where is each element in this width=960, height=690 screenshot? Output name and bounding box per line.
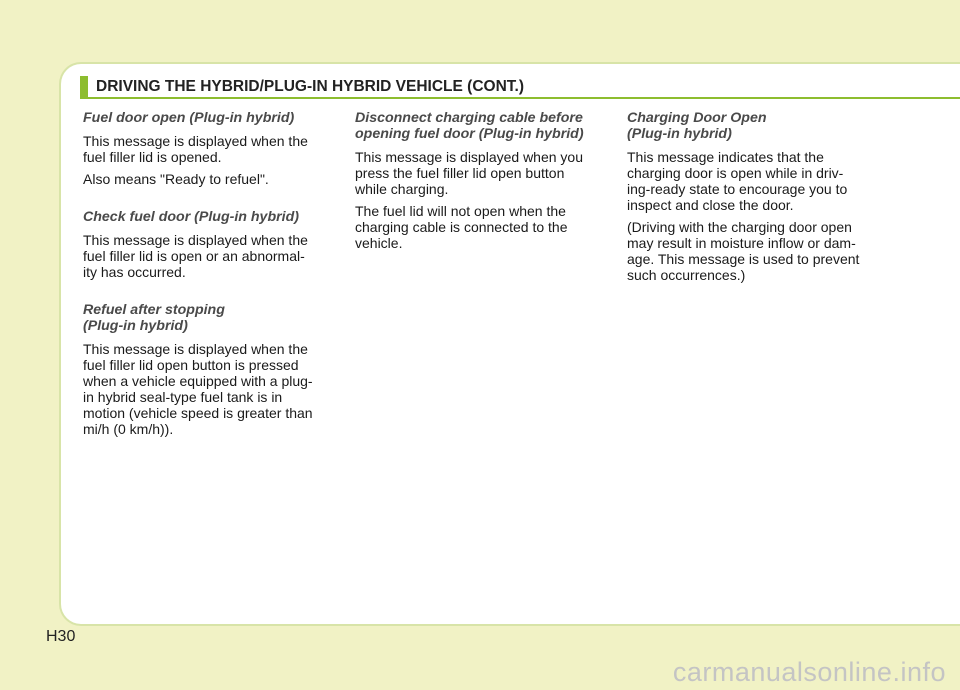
section-title: Check fuel door (Plug-in hybrid) <box>83 209 299 225</box>
page-number: H30 <box>46 628 76 645</box>
header-title: DRIVING THE HYBRID/PLUG-IN HYBRID VEHICLE (CONT.) <box>96 77 524 95</box>
header-rule <box>80 97 960 99</box>
section-paragraph: This message is displayed when the fuel filler lid is opened. <box>83 133 308 165</box>
content-column-2 <box>355 110 607 273</box>
section-refuel-after-stopping <box>83 302 335 437</box>
section-paragraph: This message indicates that the charging door is open while in driv- ing-ready state to encourage you to inspect and close the door. <box>627 149 848 213</box>
section-title: Disconnect charging cable before opening fuel door (Plug-in hybrid) <box>355 110 584 142</box>
section-charging-door-open <box>627 110 879 283</box>
section-paragraph: The fuel lid will not open when the charging cable is connected to the vehicle. <box>355 203 568 251</box>
section-paragraph: This message is displayed when the fuel filler lid open button is pressed when a vehicle equipped with a plug- in hybrid seal-type fuel tank is in motion (vehicle speed is greater than mi/h (0 km/h)). <box>83 341 313 437</box>
section-title: Fuel door open (Plug-in hybrid) <box>83 110 295 126</box>
content-column-3 <box>627 110 879 305</box>
section-fuel-door-open <box>83 110 335 187</box>
header-accent-bar <box>80 76 88 97</box>
section-title: Refuel after stopping (Plug-in hybrid) <box>83 302 225 334</box>
section-header <box>80 76 960 97</box>
section-paragraph: This message is displayed when the fuel filler lid is open or an abnormal- ity has occurred. <box>83 232 308 280</box>
watermark-link[interactable]: carmanualsonline.info <box>672 657 946 687</box>
section-paragraph: This message is displayed when you press the fuel filler lid open button while charging. <box>355 149 584 197</box>
content-column-1 <box>83 110 335 459</box>
section-disconnect-charging-cable <box>355 110 607 251</box>
section-check-fuel-door <box>83 209 335 280</box>
section-paragraph: Also means "Ready to refuel". <box>83 171 269 187</box>
section-title: Charging Door Open (Plug-in hybrid) <box>627 110 767 142</box>
section-paragraph: (Driving with the charging door open may result in moisture inflow or dam- age. This message is used to prevent such occurrences.) <box>627 219 860 283</box>
